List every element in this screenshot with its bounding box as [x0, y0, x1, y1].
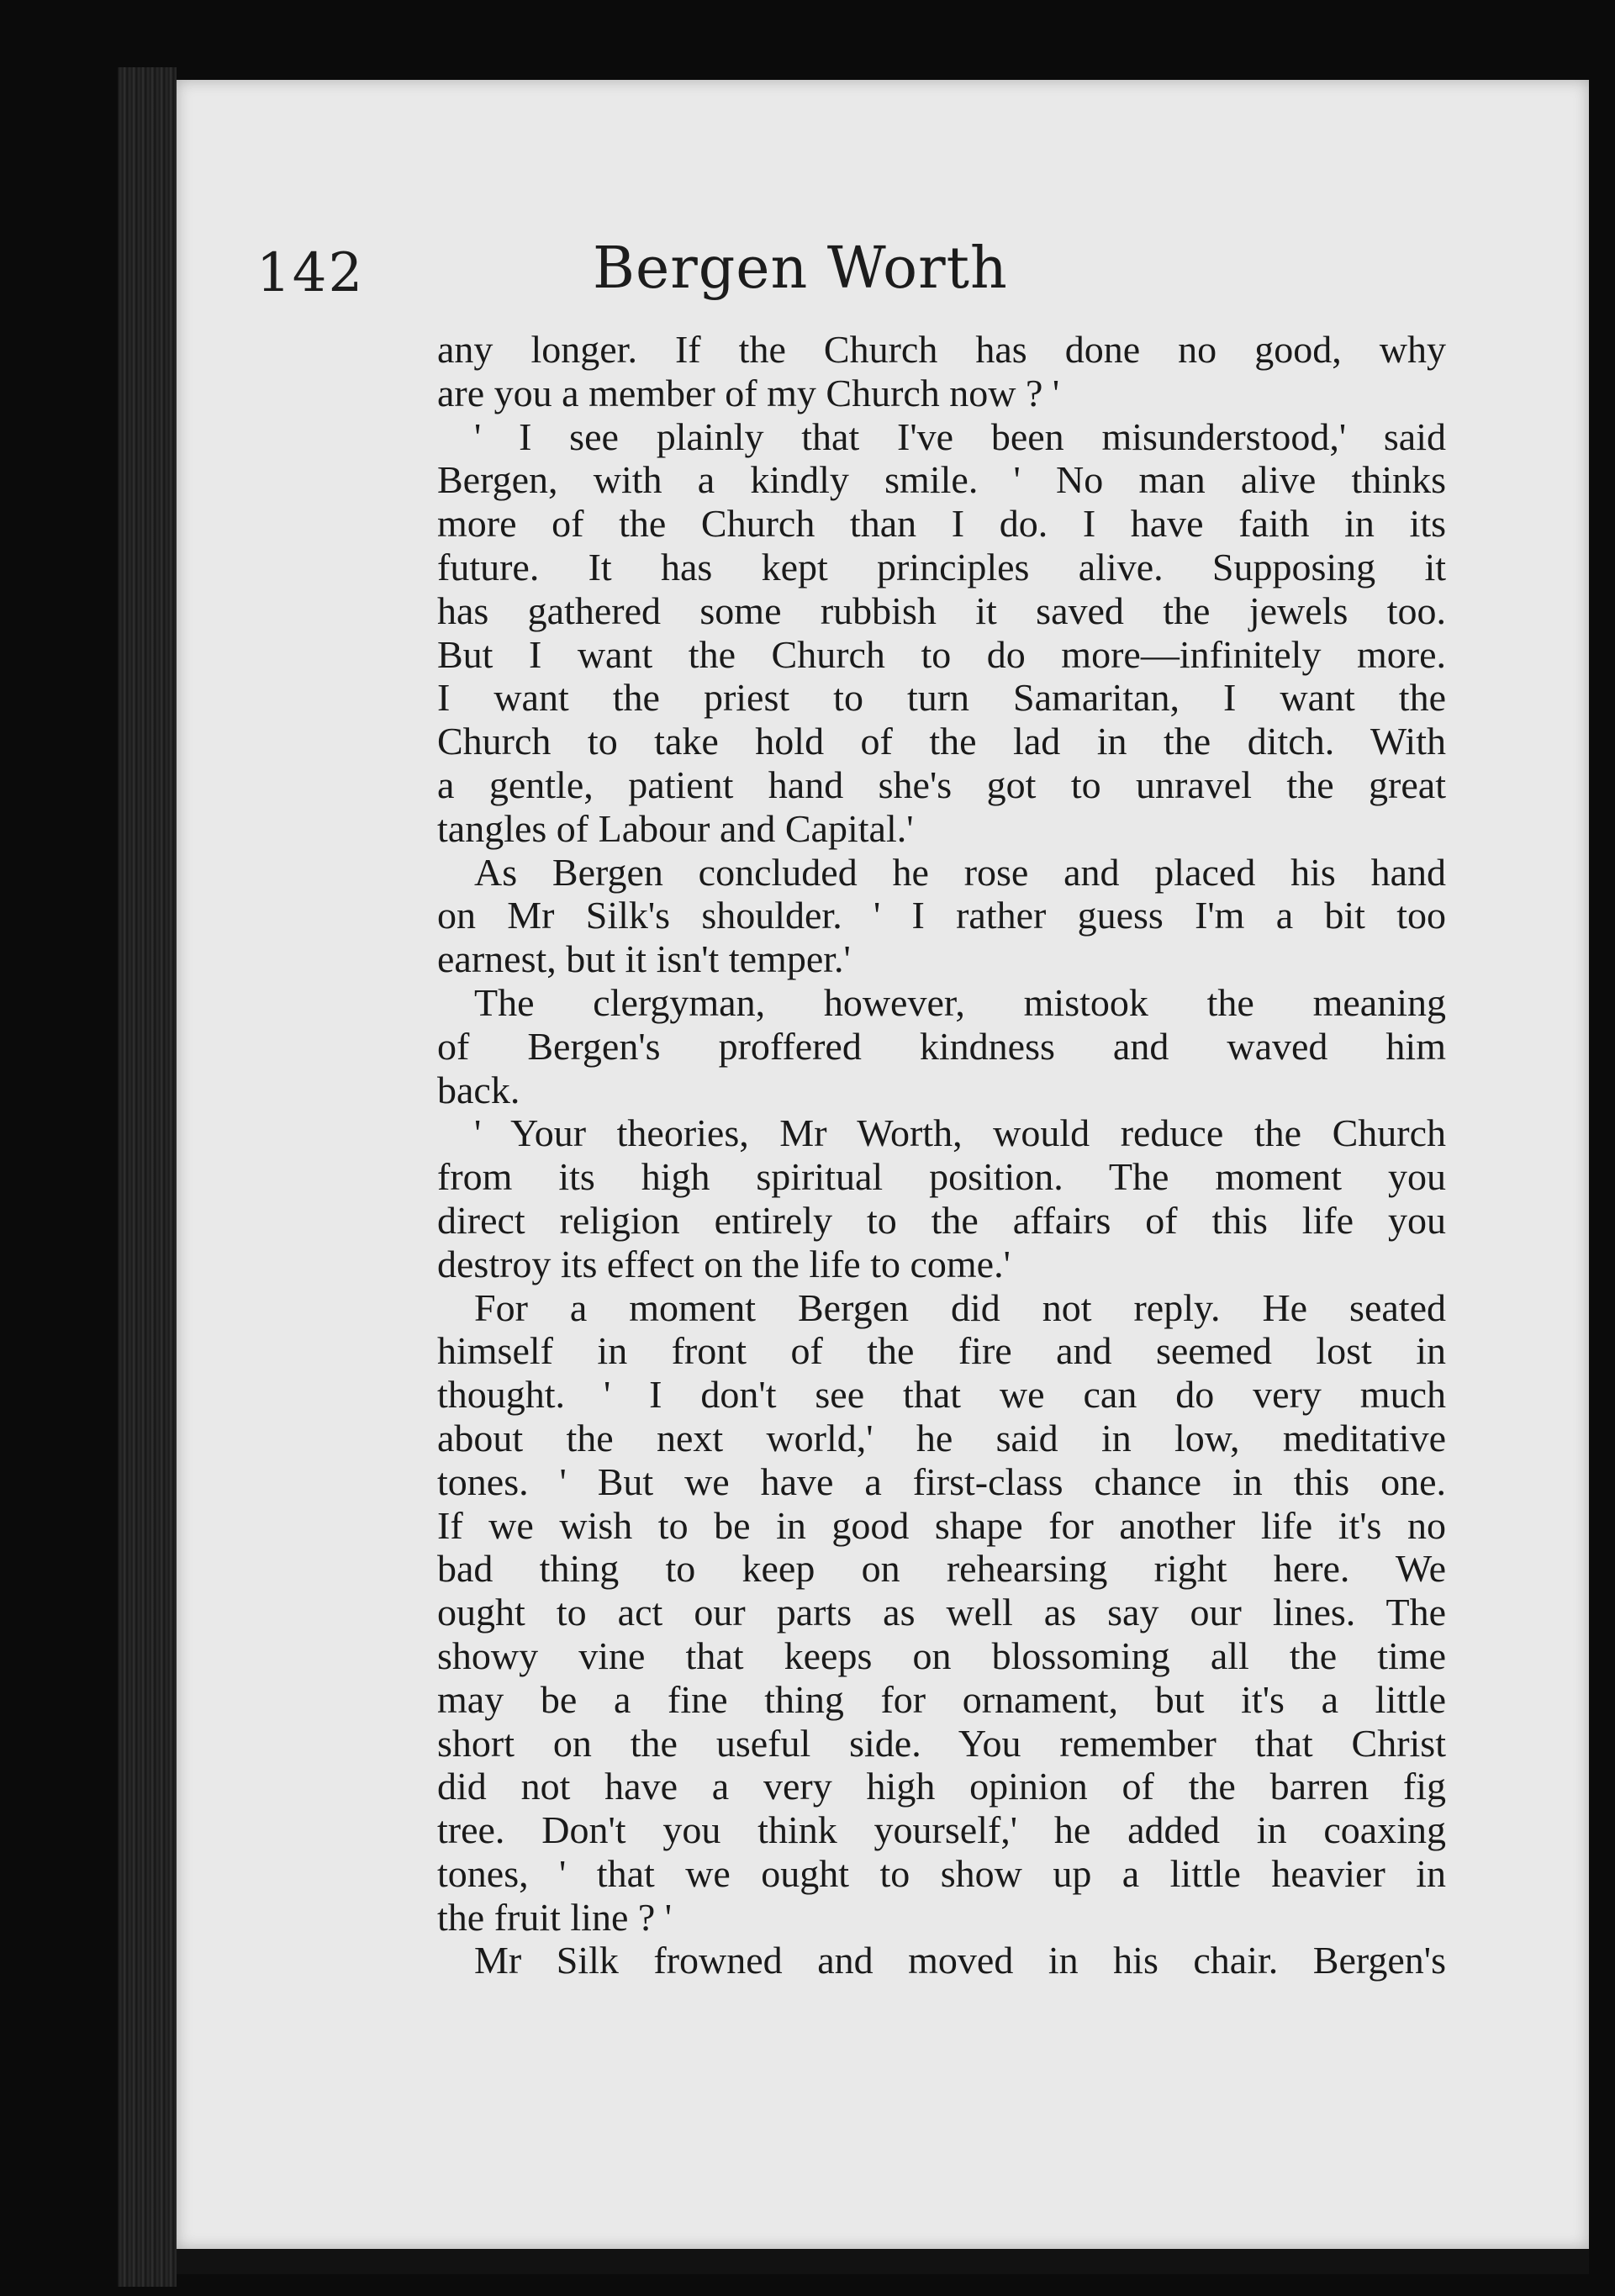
text-line: the fruit line ? ': [437, 1895, 673, 1939]
page-number: 142: [256, 242, 365, 304]
text-line: earnest, but it isn't temper.': [437, 937, 851, 981]
text-line: back.: [437, 1068, 520, 1111]
text-line: are you a member of my Church now ? ': [437, 371, 1060, 414]
text-line: thought. ' I don't see that we can do very much: [437, 1373, 1446, 1417]
text-line: direct religion entirely to the affairs of this life you: [437, 1198, 1446, 1242]
text-line: from its high spiritual position. The moment you: [437, 1155, 1446, 1199]
text-line: Mr Silk frowned and moved in his chair. Bergen's: [474, 1939, 1446, 1982]
text-line: has gathered some rubbish it saved the jewels too.: [437, 589, 1446, 632]
text-line: If we wish to be in good shape for another life it's no: [437, 1503, 1446, 1547]
text-line: himself in front of the fire and seemed lost in: [437, 1329, 1446, 1373]
text-line: Church to take hold of the lad in the ditch. With: [437, 720, 1446, 763]
text-line: bad thing to keep on rehearsing right here. We: [437, 1547, 1446, 1591]
text-line: I want the priest to turn Samaritan, I want the: [437, 676, 1446, 720]
text-line: tones. ' But we have a first-class chance in this one.: [437, 1459, 1446, 1503]
text-line: ought to act our parts as well as say our lines. The: [437, 1591, 1446, 1634]
page-header: [256, 235, 1316, 328]
text-line: may be a fine thing for ornament, but it's a little: [437, 1677, 1446, 1721]
book-spine-edge: [118, 67, 177, 2287]
text-line: about the next world,' he said in low, meditative: [437, 1416, 1446, 1459]
running-title: Bergen Worth: [593, 235, 1008, 302]
text-line: tangles of Labour and Capital.': [437, 806, 914, 850]
text-line: For a moment Bergen did not reply. He seated: [474, 1285, 1446, 1329]
text-line: The clergyman, however, mistook the meaning: [474, 980, 1446, 1024]
text-line: future. It has kept principles alive. Supposing it: [437, 545, 1446, 589]
bottom-edge-shadow: [177, 2249, 1589, 2274]
text-line: ' Your theories, Mr Worth, would reduce the Church: [474, 1111, 1446, 1155]
text-line: any longer. If the Church has done no good, why: [437, 328, 1446, 371]
text-line: As Bergen concluded he rose and placed his hand: [474, 850, 1446, 894]
text-line: tones, ' that we ought to show up a little heavier in: [437, 1851, 1446, 1895]
text-line: of Bergen's proffered kindness and waved him: [437, 1024, 1446, 1068]
text-line: a gentle, patient hand she's got to unravel the great: [437, 763, 1446, 806]
text-line: Bergen, with a kindly smile. ' No man alive thinks: [437, 458, 1446, 502]
text-line: showy vine that keeps on blossoming all the time: [437, 1634, 1446, 1677]
body-text: [437, 328, 1446, 1982]
text-line: more of the Church than I do. I have faith in its: [437, 502, 1446, 546]
text-line: destroy its effect on the life to come.': [437, 1242, 1011, 1285]
text-line: ' I see plainly that I've been misunderstood,' said: [474, 414, 1446, 458]
text-line: short on the useful side. You remember that Christ: [437, 1721, 1446, 1765]
text-line: did not have a very high opinion of the barren fig: [437, 1765, 1446, 1808]
text-line: on Mr Silk's shoulder. ' I rather guess I'm a bit too: [437, 894, 1446, 937]
text-line: tree. Don't you think yourself,' he added in coaxing: [437, 1808, 1446, 1852]
text-line: But I want the Church to do more—infinitely more.: [437, 632, 1446, 676]
